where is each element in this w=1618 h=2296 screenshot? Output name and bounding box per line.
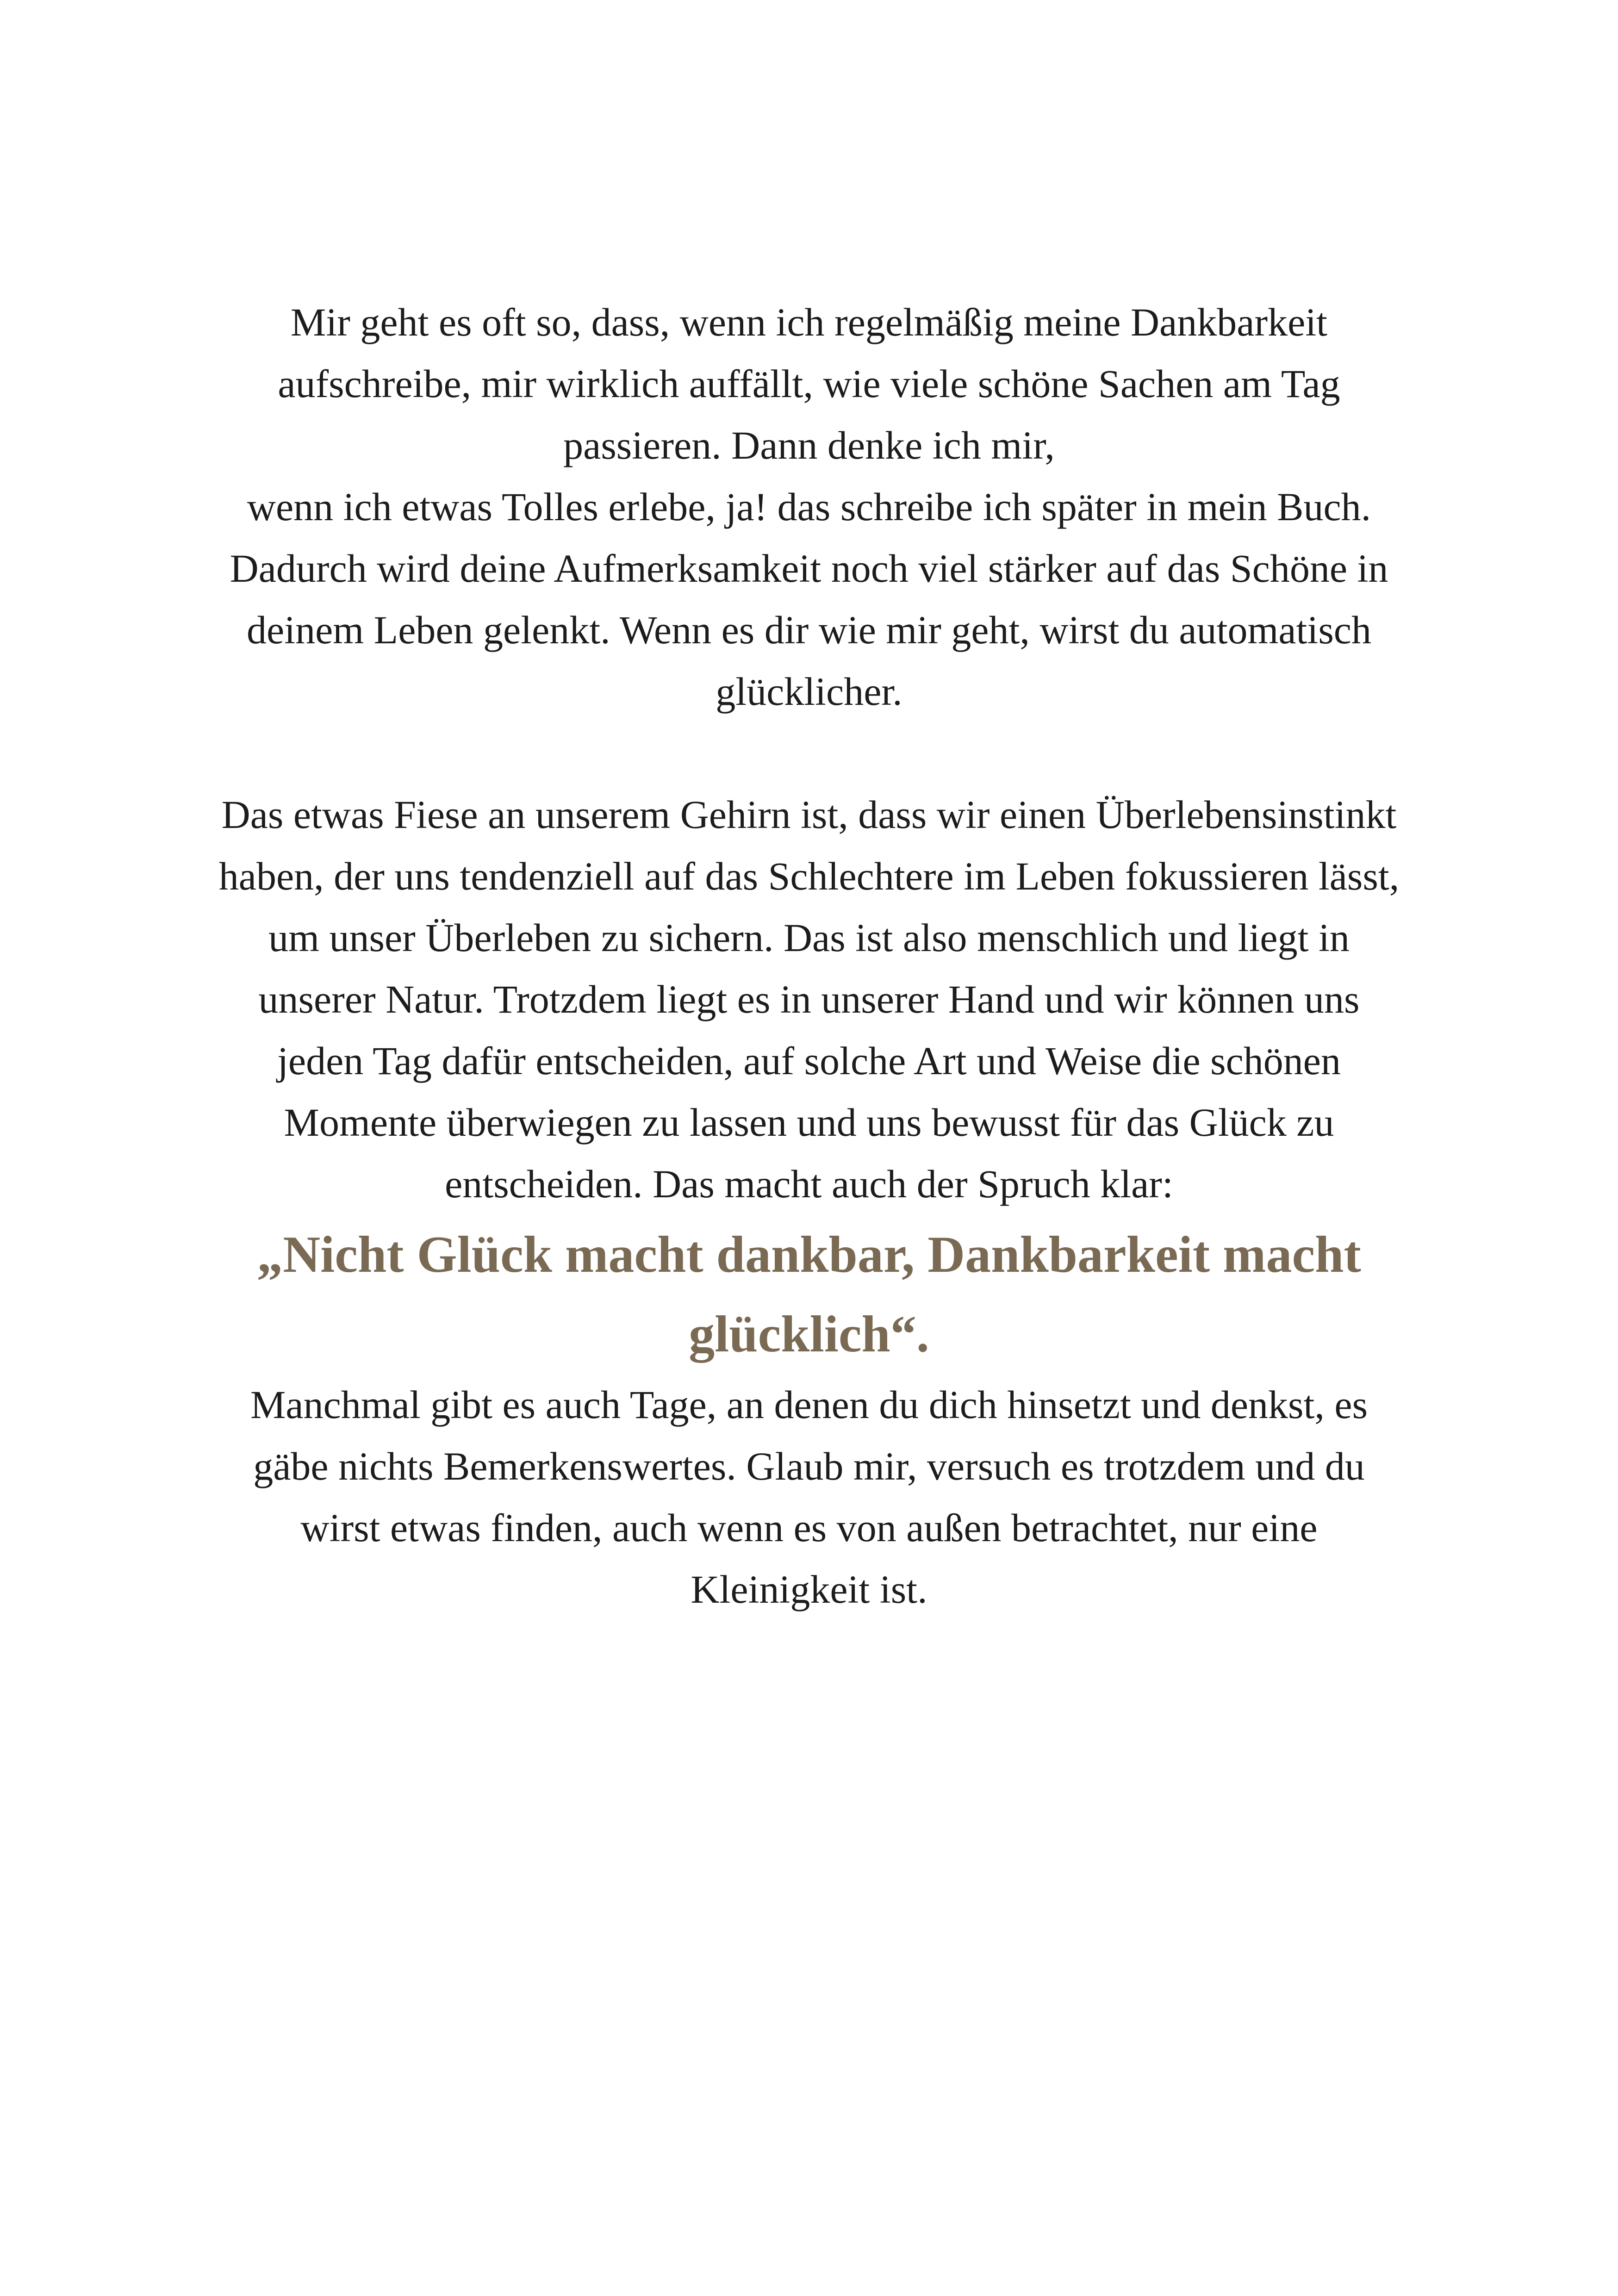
- text-line: haben, der uns tendenziell auf das Schlechtere im Leben fokussieren lässt,: [218, 854, 1400, 898]
- text-line: Dadurch wird deine Aufmerksamkeit noch viel stärker auf das Schöne in: [230, 546, 1388, 591]
- text-line: jeden Tag dafür entscheiden, auf solche Art und Weise die schönen: [277, 1039, 1341, 1083]
- text-line: Mir geht es oft so, dass, wenn ich regelmäßig meine Dankbarkeit: [290, 300, 1328, 344]
- text-line: Momente überwiegen zu lassen und uns bewusst für das Glück zu: [284, 1100, 1334, 1145]
- paragraph-3: [139, 1374, 1479, 1620]
- document-body: [139, 292, 1479, 1620]
- text-line: unserer Natur. Trotzdem liegt es in unserer Hand und wir können uns: [258, 977, 1360, 1021]
- paragraph-1: [139, 292, 1479, 722]
- text-line: Kleinigkeit ist.: [691, 1567, 927, 1612]
- text-line: deinem Leben gelenkt. Wenn es dir wie mir geht, wirst du automatisch: [247, 608, 1371, 652]
- text-line: passieren. Dann denke ich mir,: [563, 423, 1055, 467]
- quote-line: glücklich“.: [689, 1306, 929, 1363]
- quote-line: „Nicht Glück macht dankbar, Dankbarkeit macht: [257, 1226, 1361, 1283]
- text-line: wenn ich etwas Tolles erlebe, ja! das schreibe ich später in mein Buch.: [247, 485, 1371, 529]
- text-line: glücklicher.: [716, 669, 902, 714]
- text-line: wirst etwas finden, auch wenn es von außen betrachtet, nur eine: [300, 1506, 1318, 1550]
- text-line: um unser Überleben zu sichern. Das ist also menschlich und liegt in: [268, 915, 1350, 960]
- paragraph-spacer: [139, 722, 1479, 784]
- text-line: Manchmal gibt es auch Tage, an denen du dich hinsetzt und denkst, es: [250, 1382, 1368, 1427]
- text-line: Das etwas Fiese an unserem Gehirn ist, dass wir einen Überlebensinstinkt: [221, 792, 1397, 837]
- text-line: entscheiden. Das macht auch der Spruch klar:: [445, 1162, 1173, 1206]
- highlighted-quote: [139, 1215, 1479, 1374]
- text-line: aufschreibe, mir wirklich auffällt, wie viele schöne Sachen am Tag: [278, 361, 1340, 406]
- text-line: gäbe nichts Bemerkenswertes. Glaub mir, versuch es trotzdem und du: [253, 1444, 1365, 1488]
- paragraph-2: [139, 784, 1479, 1215]
